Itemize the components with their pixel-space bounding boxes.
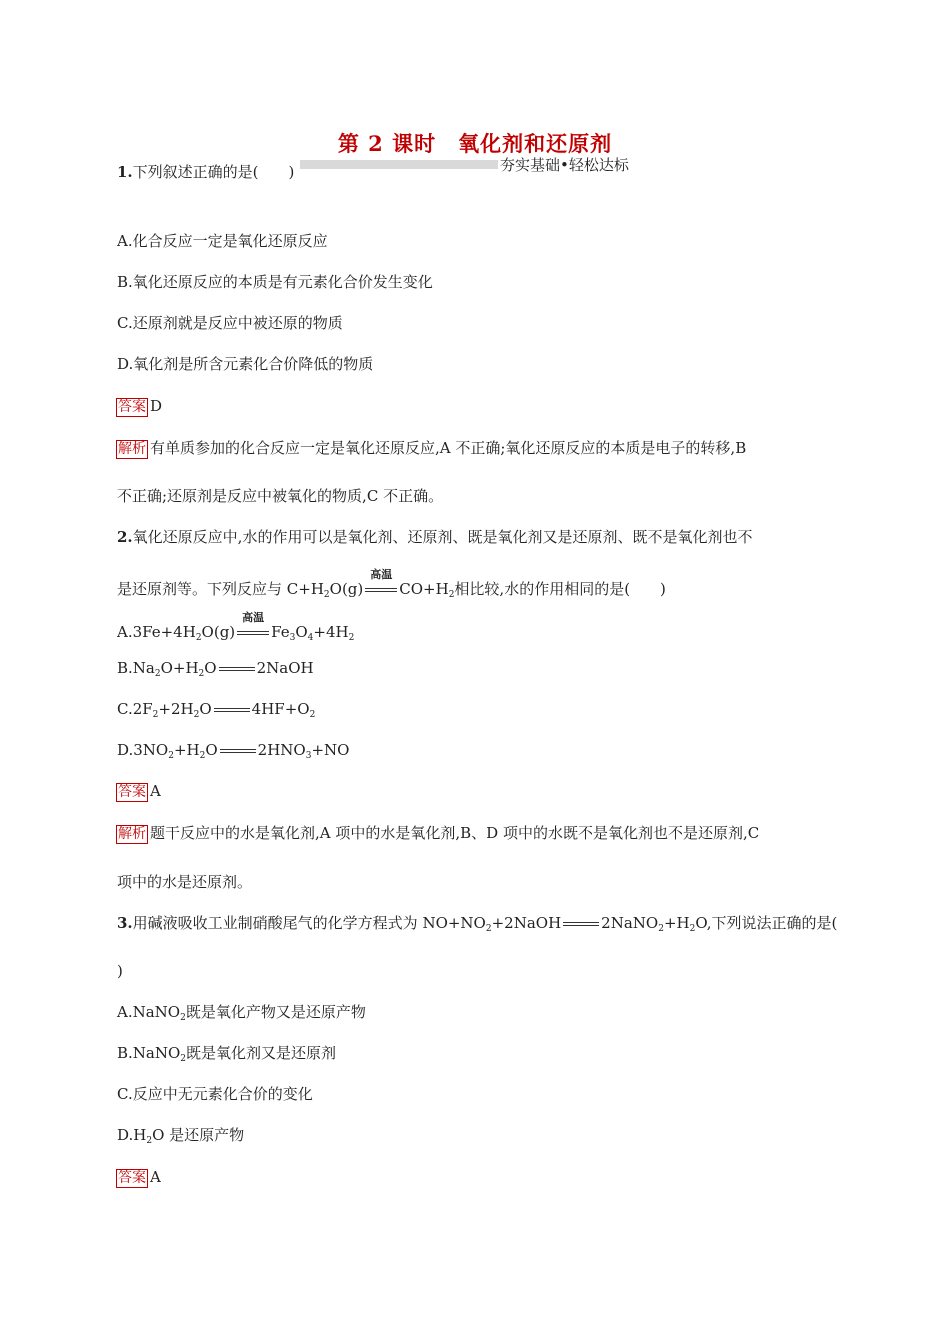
reaction-condition-arrow: 高温 [364,583,398,597]
equals-sign [562,917,600,931]
section-bar [300,160,498,169]
answer-tag: 答案 [118,399,146,415]
q3-option-c: C.反应中无元素化合价的变化 [117,1085,313,1103]
q3-stem-line2: ) [117,962,123,980]
answer-tag: 答案 [118,784,146,800]
q2-analysis-line1: 解析 题干反应中的水是氧化剂,A 项中的水是氧化剂,B、D 项中的水既不是氧化剂也不是还原剂,C [118,824,760,842]
analysis-tag: 解析 [118,826,146,842]
equals-sign [218,662,256,676]
section-subtitle: 夯实基础•轻松达标 [500,156,629,174]
equals-sign [219,744,257,758]
q2-stem-line2: 是还原剂等。下列反应与 $C+H_2O(g)$ 高温 $CO+H_2$相比较,水的作用相同的是( ) [117,568,666,600]
page-title: 第 2 课时 氧化剂和还原剂 [337,131,613,156]
q1-analysis-line2: 不正确;还原剂是反应中被氧化的物质,C 不正确。 [117,487,444,505]
q3-option-b: B.NaNO$_2$既是氧化剂又是还原剂 [117,1044,337,1064]
q2-option-d: $D.3NO_2+H_2O$ $2HNO_3+NO$ [117,741,350,761]
q1-option-b: B.氧化还原反应的本质是有元素化合价发生变化 [117,273,433,291]
q1-option-a: A.化合反应一定是氧化还原反应 [117,232,328,250]
q2-option-a: $A.3Fe+4H_2O(g)$ 高温 $Fe_3O_4+4H_2$ [117,611,355,643]
q1-option-c: C.还原剂就是反应中被还原的物质 [117,314,343,332]
q1-option-d: D.氧化剂是所含元素化合价降低的物质 [117,355,374,373]
q2-option-b: $B.Na_2O+H_2O$ 2NaOH [117,659,314,679]
q1-answer: 答案 D [118,397,163,415]
q2-stem-line1: 2.氧化还原反应中,水的作用可以是氧化剂、还原剂、既是氧化剂又是还原剂、既不是氧化剂也不 [117,528,753,546]
q3-option-a: A.NaNO$_2$既是氧化产物又是还原产物 [117,1003,366,1023]
q2-analysis-line2: 项中的水是还原剂。 [117,873,253,891]
q3-stem-line1: 3.用碱液吸收工业制硝酸尾气的化学方程式为 $NO+NO_2+2NaOH$ $2NaNO_2+H_2O$,下列说法正确的是( [117,914,838,934]
q1-analysis-line1: 解析 有单质参加的化合反应一定是氧化还原反应,A 不正确;氧化还原反应的本质是电子的转移,B [118,439,747,457]
q2-answer: 答案 A [118,782,161,800]
answer-tag: 答案 [118,1170,146,1186]
q3-answer: 答案 A [118,1168,161,1186]
reaction-condition-arrow: 高温 [236,626,270,640]
analysis-tag: 解析 [118,441,146,457]
q2-option-c: $C.2F_2+2H_2O$ $4HF+O_2$ [117,700,316,720]
equals-sign [213,703,251,717]
q1-stem: 1.下列叙述正确的是( ) [117,163,295,181]
q3-option-d: $D.H_2O$ 是还原产物 [117,1126,245,1146]
